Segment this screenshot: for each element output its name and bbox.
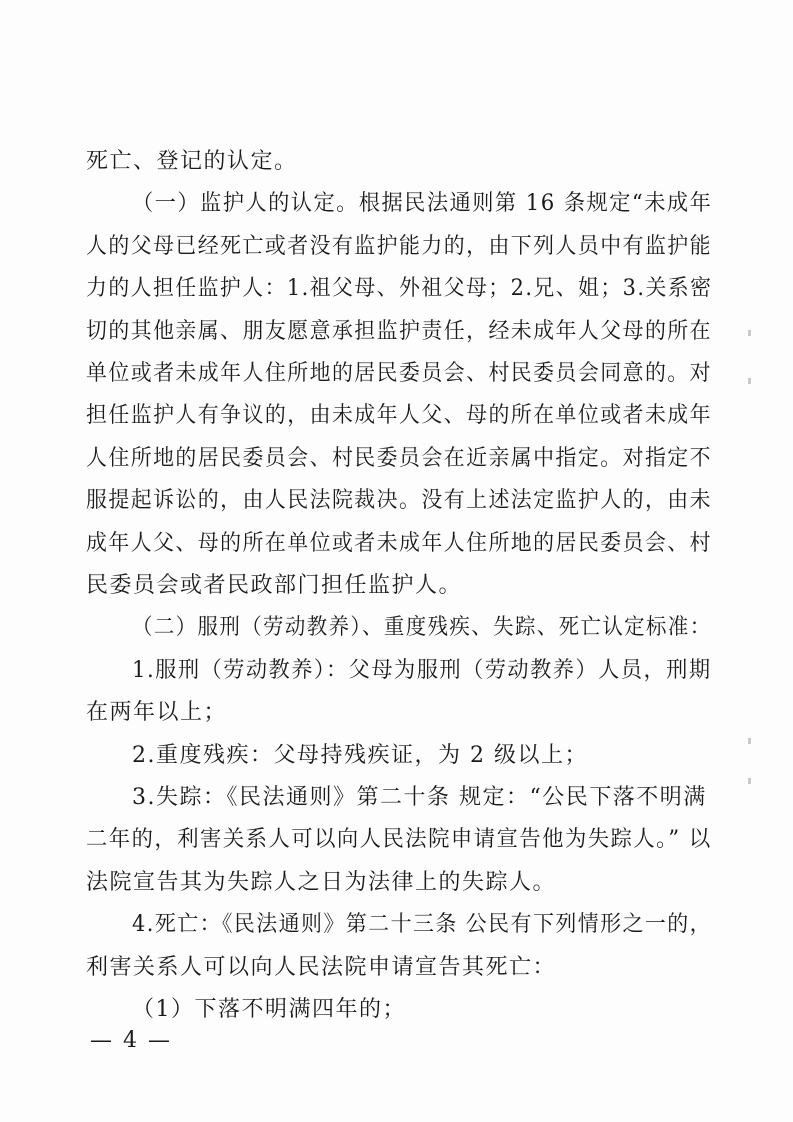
text-line: 人住所地的居民委员会、村民委员会在近亲属中指定。对指定不 [86,446,713,471]
scan-artifact [748,330,751,336]
text-line: 法院宣告其为失踪人之日为法律上的失踪人。 [86,870,557,895]
text-line: 力的人担任监护人：1.祖父母、外祖父母；2.兄、姐；3.关系密 [86,276,713,301]
text-line: 死亡、登记的认定。 [86,149,298,174]
paragraph-heading-guardian: （一）监护人的认定。根据民法通则第 16 条规定“未成年 [132,191,713,216]
text-line: 利害关系人可以向人民法院申请宣告其死亡： [86,955,557,980]
list-item-missing: 3.失踪：《民法通则》第二十条 规定：“公民下落不明满 [132,785,707,810]
text-line: 担任监护人有争议的，由未成年人父、母的所在单位或者未成年 [86,403,713,428]
scan-artifact [748,738,751,744]
scan-artifact [748,778,751,784]
list-item-imprisonment: 1.服刑（劳动教养）：父母为服刑（劳动教养）人员，刑期 [132,658,712,683]
page-number: — 4 — [90,1028,172,1053]
text-line: 服提起诉讼的，由人民法院裁决。没有上述法定监护人的，由未 [86,488,713,513]
scan-artifact [748,378,751,384]
paragraph-heading-standards: （二）服刑（劳动教养）、重度残疾、失踪、死亡认定标准： [132,615,712,640]
sub-item-1: （1）下落不明满四年的； [132,997,406,1022]
text-line: 二年的，利害关系人可以向人民法院申请宣告他为失踪人。” 以 [86,827,712,852]
text-line: 单位或者未成年人住所地的居民委员会、村民委员会同意的。对 [86,361,713,386]
text-line: 民委员会或者民政部门担任监护人。 [86,573,463,598]
text-line: 在两年以上； [86,700,228,725]
list-item-death: 4.死亡：《民法通则》第二十三条 公民有下列情形之一的， [132,912,713,937]
text-line: 人的父母已经死亡或者没有监护能力的，由下列人员中有监护能 [86,234,713,259]
list-item-disability: 2.重度残疾：父母持残疾证，为 2 级以上； [132,743,588,768]
text-line: 成年人父、母的所在单位或者未成年人住所地的居民委员会、村 [86,531,713,556]
text-line: 切的其他亲属、朋友愿意承担监护责任，经未成年人父母的所在 [86,319,713,344]
